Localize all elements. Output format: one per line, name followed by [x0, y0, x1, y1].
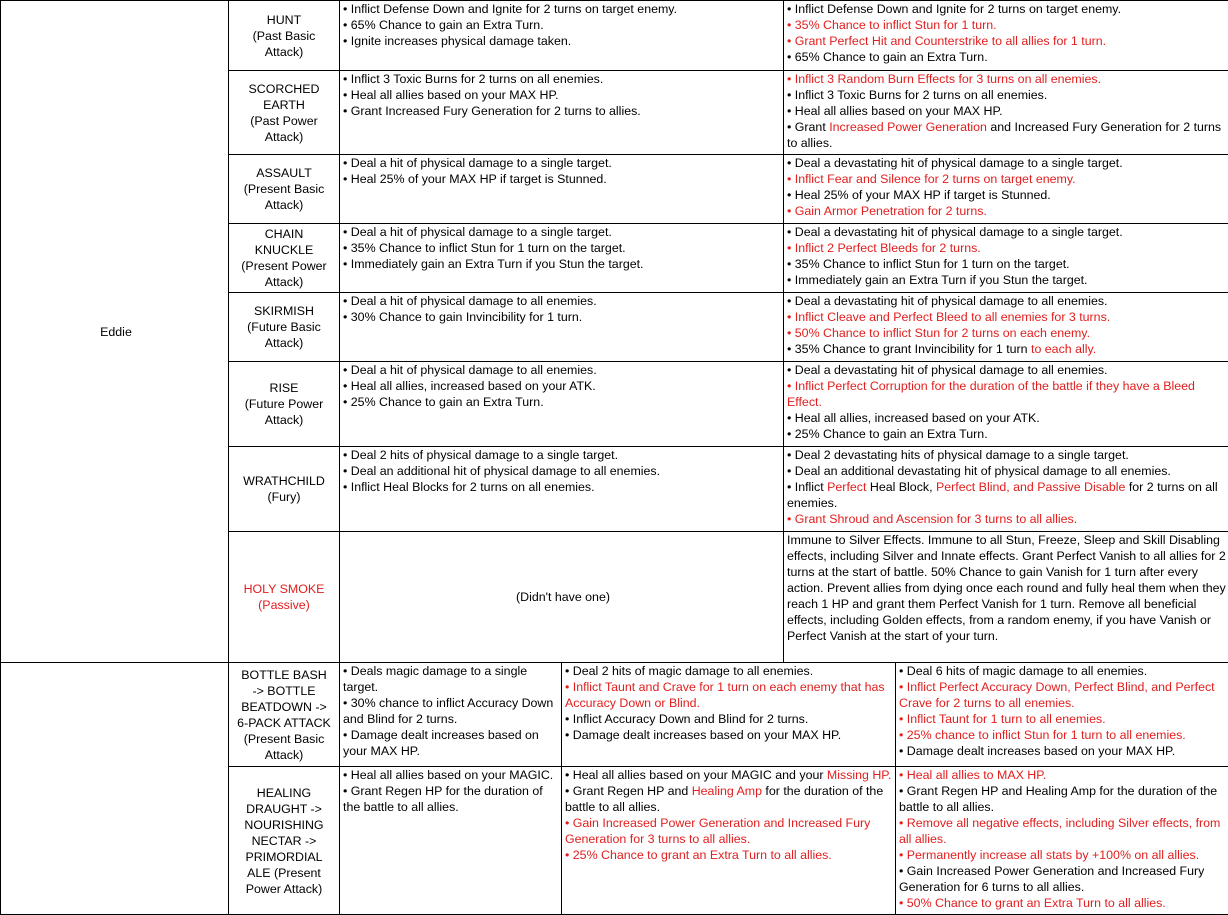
effect-line — [787, 293, 1228, 309]
skill-name — [229, 71, 340, 155]
effect-line — [343, 663, 561, 695]
effect-line — [899, 767, 1228, 783]
effect-line — [899, 863, 1228, 895]
effect-text: • Heal 25% of your MAX HP if target is Stunned. — [787, 188, 1051, 202]
effect-line — [787, 17, 1228, 33]
effect-line — [343, 87, 783, 103]
skill-name-line: (Fury) — [267, 490, 301, 504]
new-effects — [784, 293, 1228, 362]
effect-line — [787, 171, 1228, 187]
new-effect-text: • 50% Chance to grant an Extra Turn to all allies. — [899, 896, 1166, 910]
skill-name-line: (Passive) — [258, 598, 310, 612]
skill-name-line: -> BOTTLE — [252, 683, 316, 698]
effects-tier-3 — [896, 767, 1228, 915]
new-effect-text: • Gain Increased Power Generation and Increased Fury Generation for 3 turns to all allies. — [565, 816, 871, 846]
effect-text: • Heal all allies based on your MAGIC. — [343, 768, 554, 782]
new-effect-text: • 35% Chance to inflict Stun for 1 turn. — [787, 18, 997, 32]
effect-line — [787, 256, 1228, 272]
effect-line — [787, 155, 1228, 171]
skill-name-line: NECTAR -> — [251, 833, 317, 848]
effect-text: • Damage dealt increases based on your MAX HP. — [565, 728, 842, 742]
effect-line — [343, 447, 783, 463]
effect-line — [787, 410, 1228, 426]
effect-text: for the duration of the battle to all allies. — [565, 784, 884, 814]
effect-line — [787, 325, 1228, 341]
new-effect-text: Perfect Blind, and Passive Disable — [935, 480, 1126, 494]
effect-line — [343, 362, 783, 378]
effect-line — [899, 663, 1228, 679]
effect-line — [787, 203, 1228, 219]
skill-name-line: BOTTLE BASH — [241, 667, 327, 682]
skill-name — [229, 447, 340, 532]
effect-text: • Deal a devastating hit of physical damage to all enemies. — [787, 363, 1108, 377]
effect-line — [787, 463, 1228, 479]
effect-text: • Inflict — [787, 480, 828, 494]
new-effects — [784, 224, 1228, 293]
skill-row — [1, 1, 1228, 71]
effect-text: • Deal a hit of physical damage to all enemies. — [343, 363, 597, 377]
effect-line — [343, 33, 783, 49]
skill-name-line: HUNT — [266, 12, 302, 27]
effect-line — [787, 49, 1228, 65]
new-effects — [784, 1, 1228, 71]
new-effect-text: • Inflict 2 Perfect Bleeds for 2 turns. — [787, 241, 981, 255]
effect-line — [565, 663, 895, 679]
effect-text: • Deal a hit of physical damage to a single target. — [343, 225, 612, 239]
new-effects — [784, 71, 1228, 155]
effects-tier-2 — [562, 767, 896, 915]
effect-line — [787, 71, 1228, 87]
effects-tier-1 — [340, 663, 562, 767]
new-effect-text: • 25% Chance to grant an Extra Turn to all allies. — [565, 848, 832, 862]
effect-line — [343, 240, 783, 256]
old-effects — [340, 447, 784, 532]
skill-name-line: HOLY SMOKE — [243, 582, 325, 596]
new-effect-text: • Inflict Taunt for 1 turn to all enemies. — [899, 712, 1106, 726]
new-effects — [784, 362, 1228, 447]
new-effect-text: • Inflict Taunt and Crave for 1 turn on each enemy that has Accuracy Down or Blind. — [565, 680, 885, 710]
effect-line — [343, 155, 783, 171]
effects-tier-3 — [896, 663, 1228, 767]
effect-text: • Deal a devastating hit of physical damage to a single target. — [787, 156, 1123, 170]
effect-text: • Deal an additional devastating hit of physical damage to all enemies. — [787, 464, 1171, 478]
effect-line — [787, 341, 1228, 357]
new-effect-text: Healing Amp — [691, 784, 762, 798]
old-effects — [340, 1, 784, 71]
skill-name-line: (Past Power — [250, 113, 318, 128]
new-effects — [784, 532, 1228, 663]
new-effects — [784, 447, 1228, 532]
effects-tier-2 — [562, 663, 896, 767]
skill-name-line: CHAIN — [264, 227, 304, 241]
new-effect-text: • Gain Armor Penetration for 2 turns. — [787, 204, 987, 218]
effect-line — [899, 815, 1228, 847]
new-effects — [784, 155, 1228, 224]
effect-text: for 2 turns on all enemies. — [787, 480, 1218, 510]
skill-name — [229, 293, 340, 362]
effect-text: • Immediately gain an Extra Turn if you Stun the target. — [343, 257, 644, 271]
new-effect-text: • Inflict Perfect Accuracy Down, Perfect Blind, and Perfect Crave for 2 turns to all enemies. — [899, 680, 1215, 710]
effect-line — [787, 532, 1228, 644]
old-effects — [340, 362, 784, 447]
effect-line — [343, 727, 561, 759]
effect-text: • Deal a devastating hit of physical damage to all enemies. — [787, 294, 1108, 308]
effect-line — [343, 224, 783, 240]
skill-name-line: EARTH — [263, 97, 305, 112]
effect-text: • Damage dealt increases based on your MAX HP. — [899, 744, 1176, 758]
skill-name-line: (Present Power — [241, 259, 327, 273]
effect-text: • Immediately gain an Extra Turn if you Stun the target. — [787, 273, 1088, 287]
new-effect-text: Perfect — [827, 480, 867, 494]
effect-text: • Grant Regen HP and — [565, 784, 692, 798]
effect-text: • Grant Regen HP and Healing Amp for the duration of the battle to all allies. — [899, 784, 1218, 814]
skill-name-line: (Future Power — [244, 397, 324, 411]
effect-line — [787, 511, 1228, 527]
effect-line — [343, 17, 783, 33]
new-effect-text: • Permanently increase all stats by +100% on all allies. — [899, 848, 1200, 862]
effect-line — [343, 767, 561, 783]
skill-name-line: HEALING — [256, 785, 312, 800]
effect-line — [899, 727, 1228, 743]
effect-line — [787, 240, 1228, 256]
new-effect-text: • Inflict 3 Random Burn Effects for 3 turns on all enemies. — [787, 72, 1102, 86]
skill-name-line: DRAUGHT -> — [246, 801, 322, 816]
skill-name-line: ASSAULT — [256, 166, 312, 180]
effect-line — [343, 783, 561, 815]
effect-text: • Grant — [787, 120, 830, 134]
effect-text: • Heal all allies, increased based on your ATK. — [787, 411, 1040, 425]
effect-line — [343, 1, 783, 17]
effect-line — [787, 362, 1228, 378]
new-effect-text: • 25% chance to inflict Stun for 1 turn to all enemies. — [899, 728, 1186, 742]
effect-line — [565, 783, 895, 815]
effect-text: • Inflict Defense Down and Ignite for 2 turns on target enemy. — [787, 2, 1122, 16]
skill-name-line: BEATDOWN -> — [241, 699, 327, 714]
effect-line — [787, 272, 1228, 288]
effect-line — [787, 224, 1228, 240]
skill-name-line: WRATHCHILD — [243, 474, 325, 488]
effect-text: • Inflict 3 Toxic Burns for 2 turns on all enemies. — [787, 88, 1048, 102]
effect-line — [343, 256, 783, 272]
skill-name — [229, 663, 340, 767]
effect-text: • Inflict Heal Blocks for 2 turns on all enemies. — [343, 480, 595, 494]
effect-line — [787, 119, 1228, 151]
effect-text: • 65% Chance to gain an Extra Turn. — [787, 50, 988, 64]
effect-text: • Inflict 3 Toxic Burns for 2 turns on all enemies. — [343, 72, 604, 86]
old-effects-none: (Didn't have one) — [340, 532, 784, 663]
skill-name-line: Power Attack) — [245, 881, 323, 896]
effect-line — [565, 711, 895, 727]
effect-text: • 30% chance to inflict Accuracy Down and Blind for 2 turns. — [343, 696, 554, 726]
skill-name-line: Attack) — [264, 275, 304, 289]
new-effect-text: • Inflict Perfect Corruption for the duration of the battle if they have a Bleed Effect. — [787, 379, 1195, 409]
effect-line — [787, 447, 1228, 463]
new-effect-text: Missing HP. — [826, 768, 892, 782]
skill-name — [229, 767, 340, 915]
effect-line — [899, 711, 1228, 727]
effect-line — [899, 847, 1228, 863]
effect-text: • Heal all allies based on your MAX HP. — [787, 104, 1003, 118]
old-effects — [340, 71, 784, 155]
effect-text: • 65% Chance to gain an Extra Turn. — [343, 18, 544, 32]
effect-text: • Inflict Accuracy Down and Blind for 2 turns. — [565, 712, 809, 726]
old-effects — [340, 155, 784, 224]
effect-text: • Grant Regen HP for the duration of the battle to all allies. — [343, 784, 543, 814]
skill-name — [229, 532, 340, 663]
effect-text: • Deal a devastating hit of physical damage to a single target. — [787, 225, 1123, 239]
effect-text: • Deals magic damage to a single target. — [343, 664, 528, 694]
effect-text: • 35% Chance to grant Invincibility for 1 turn — [787, 342, 1032, 356]
effect-text: • Deal 2 devastating hits of physical damage to a single target. — [787, 448, 1129, 462]
skill-name-line: SKIRMISH — [254, 304, 314, 318]
effect-line — [899, 895, 1228, 911]
character-name — [1, 663, 229, 915]
effect-text: • 25% Chance to gain an Extra Turn. — [343, 395, 544, 409]
new-effect-text: • Remove all negative effects, including Silver effects, from all allies. — [899, 816, 1221, 846]
effect-line — [899, 783, 1228, 815]
skill-name-line: SCORCHED — [248, 81, 320, 96]
effect-line — [343, 479, 783, 495]
skill-name-line: (Future Basic — [247, 320, 321, 334]
effect-line — [787, 87, 1228, 103]
skill-name-line: 6-PACK ATTACK — [237, 715, 331, 730]
skill-name-line: PRIMORDIAL — [245, 849, 323, 864]
effect-text: • 35% Chance to inflict Stun for 1 turn on the target. — [787, 257, 1070, 271]
new-effect-text: • Inflict Fear and Silence for 2 turns on target enemy. — [787, 172, 1076, 186]
effect-text: • Gain Increased Power Generation and Increased Fury Generation for 6 turns to all allies. — [899, 864, 1205, 894]
effect-text: • Heal all allies, increased based on your ATK. — [343, 379, 596, 393]
skill-name-line: (Present Basic — [243, 182, 325, 196]
effect-line — [343, 463, 783, 479]
effect-text: • 35% Chance to inflict Stun for 1 turn on the target. — [343, 241, 626, 255]
effect-line — [787, 103, 1228, 119]
skill-name-line: (Present Basic — [243, 731, 325, 746]
new-effect-text: Increased Power Generation — [829, 120, 987, 134]
effect-text: • Deal 6 hits of magic damage to all enemies. — [899, 664, 1148, 678]
effects-tier-1 — [340, 767, 562, 915]
effect-line — [899, 679, 1228, 711]
effect-line — [565, 679, 895, 711]
new-effect-text: • Grant Perfect Hit and Counterstrike to all allies for 1 turn. — [787, 34, 1107, 48]
effect-text: • Deal an additional hit of physical damage to all enemies. — [343, 464, 661, 478]
skill-name-line: KNUCKLE — [254, 243, 314, 257]
effect-text: • 25% Chance to gain an Extra Turn. — [787, 427, 988, 441]
effect-line — [343, 394, 783, 410]
skill-name — [229, 224, 340, 293]
effect-text: • Heal all allies based on your MAX HP. — [343, 88, 559, 102]
skill-name — [229, 1, 340, 71]
effect-text: • Deal a hit of physical damage to all enemies. — [343, 294, 597, 308]
effect-line — [787, 479, 1228, 511]
effect-line — [343, 171, 783, 187]
new-effect-text: • Grant Shroud and Ascension for 3 turns to all allies. — [787, 512, 1078, 526]
effect-line — [343, 378, 783, 394]
new-effect-text: to each ally. — [1031, 342, 1097, 356]
effect-line — [565, 847, 895, 863]
effect-text: • Grant Increased Fury Generation for 2 turns to allies. — [343, 104, 641, 118]
effect-line — [565, 727, 895, 743]
effect-line — [343, 71, 783, 87]
effect-line — [787, 378, 1228, 410]
effect-line — [787, 187, 1228, 203]
effect-line — [787, 309, 1228, 325]
effect-line — [343, 103, 783, 119]
skill-name-line: (Past Basic — [252, 28, 316, 43]
skill-name-line: Attack) — [264, 413, 304, 427]
effect-text: • Deal a hit of physical damage to a single target. — [343, 156, 612, 170]
skill-name-line: Attack) — [264, 44, 304, 59]
effect-text: • Ignite increases physical damage taken. — [343, 34, 572, 48]
new-effect-text: • Inflict Cleave and Perfect Bleed to all enemies for 3 turns. — [787, 310, 1111, 324]
skill-name-line: Attack) — [264, 747, 304, 762]
effect-line — [343, 695, 561, 727]
effect-line — [565, 767, 895, 783]
old-effects — [340, 224, 784, 293]
character-name: Eddie — [1, 1, 229, 663]
skill-row — [1, 663, 1228, 767]
effect-line — [787, 426, 1228, 442]
effect-text: • 30% Chance to gain Invincibility for 1 turn. — [343, 310, 583, 324]
effect-text: • Heal all allies based on your MAGIC and your — [565, 768, 827, 782]
new-effect-text: • 50% Chance to inflict Stun for 2 turns on each enemy. — [787, 326, 1091, 340]
skill-name-line: Attack) — [264, 129, 304, 144]
second-character-skills-table — [0, 662, 1228, 915]
skill-name — [229, 155, 340, 224]
effect-line — [787, 1, 1228, 17]
skill-name-line: NOURISHING — [244, 817, 324, 832]
effect-line — [343, 309, 783, 325]
skill-name-line: Attack) — [264, 336, 304, 350]
effect-text: • Heal 25% of your MAX HP if target is Stunned. — [343, 172, 607, 186]
effect-line — [343, 293, 783, 309]
effect-text: • Deal 2 hits of magic damage to all enemies. — [565, 664, 814, 678]
new-effect-text: • Heal all allies to MAX HP. — [899, 768, 1047, 782]
effect-text: • Damage dealt increases based on your MAX HP. — [343, 728, 539, 758]
skill-name-line: Attack) — [264, 198, 304, 212]
effect-text: Immune to Silver Effects. Immune to all Stun, Freeze, Sleep and Skill Disabling effects, including Silver and Innate effects. Grant Perfect Vanish to all allies for 2 turns at the start of battle. 50% Chance to gain Vanish for 1 turn after every action. Prevent allies from dying once each round and fully heal them when they reach 1 HP and grant them Perfect Vanish for 1 turn. Remove all beneficial effects, including Golden effects, from a random enemy, if you have Vanish or Perfect Vanish at the start of your turn. — [787, 533, 1226, 643]
skill-name-line: RISE — [269, 381, 299, 395]
effect-line — [565, 815, 895, 847]
skill-name-line: ALE (Present — [247, 865, 321, 880]
effect-text: • Deal 2 hits of physical damage to a single target. — [343, 448, 619, 462]
old-effects — [340, 293, 784, 362]
effect-text: and Increased Fury Generation for 2 turns to allies. — [787, 120, 1222, 150]
effect-text: Heal Block, — [866, 480, 936, 494]
effect-line — [899, 743, 1228, 759]
effect-text: • Inflict Defense Down and Ignite for 2 turns on target enemy. — [343, 2, 678, 16]
skill-name — [229, 362, 340, 447]
effect-line — [787, 33, 1228, 49]
